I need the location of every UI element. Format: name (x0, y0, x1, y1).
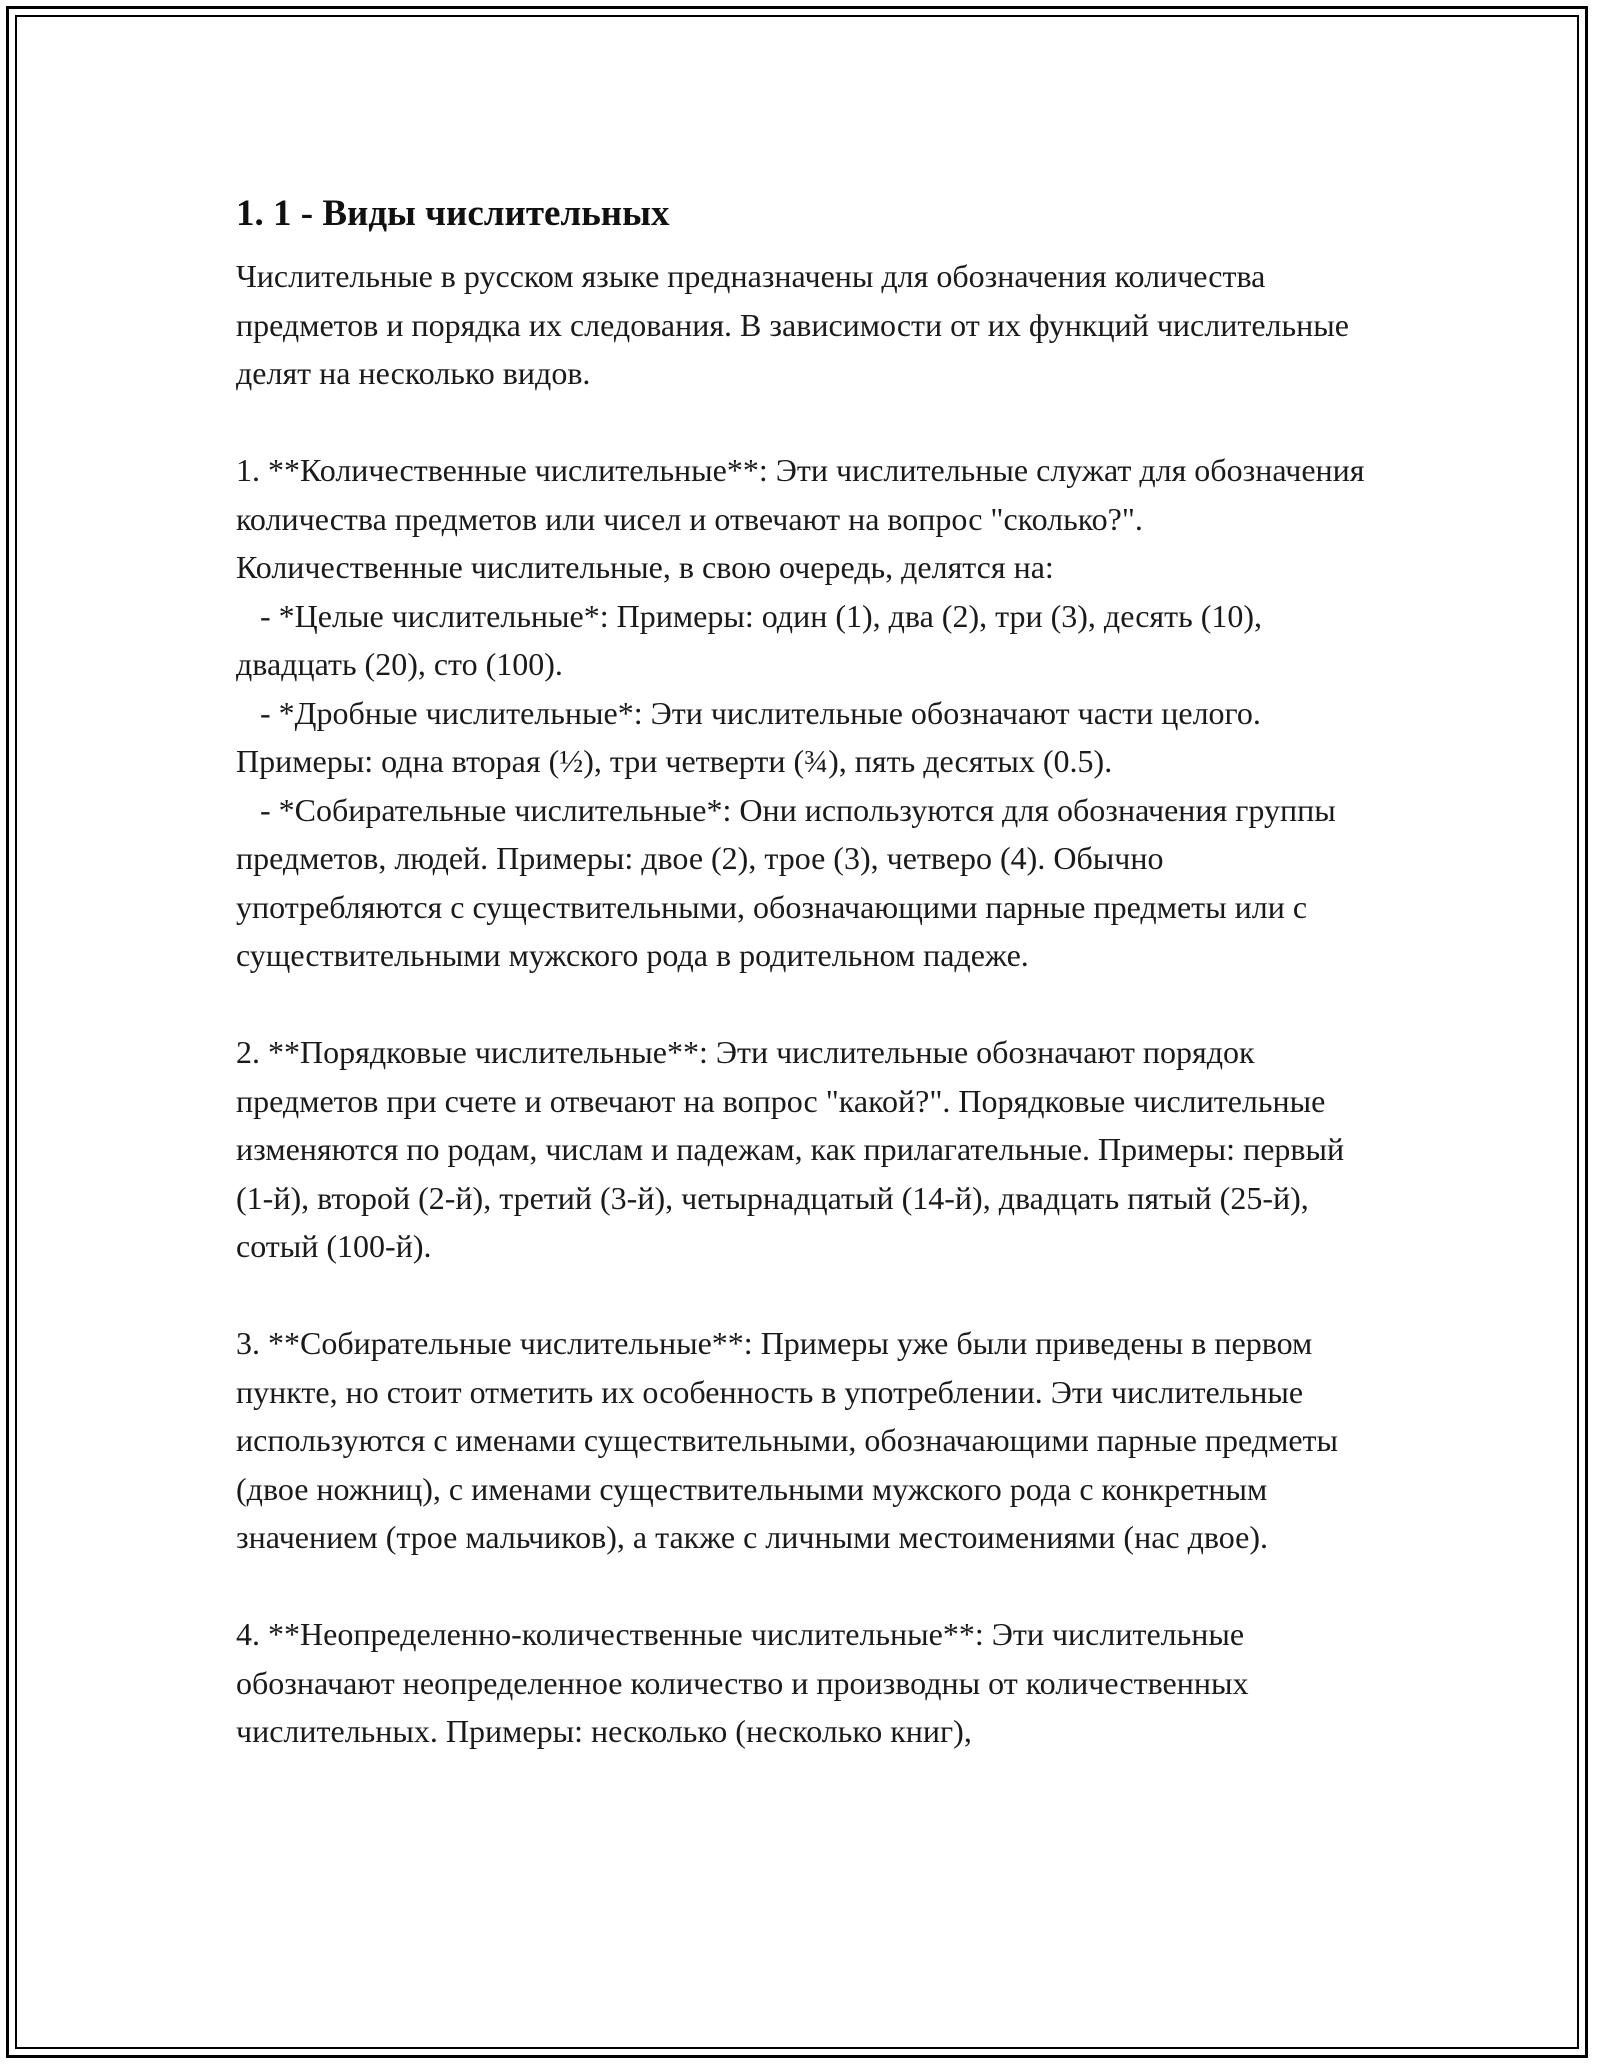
sub-item-collective: - *Собирательные числительные*: Они используются для обозначения группы предметов, людей. Примеры: двое (2), трое (3), четверо (4). Обычно употребляются с существительными, обозначающими парные предметы или с существительными мужского рода в родительном падеже. (236, 791, 1344, 973)
sub-item-whole: - *Целые числительные*: Примеры: один (1), два (2), три (3), десять (10), двадцать (20), сто (100). (236, 597, 1271, 682)
list-item-indefinite: 4. **Неопределенно-количественные числительные**: Эти числительные обозначают неопределенное количество и производны от количественных числительных. Примеры: несколько (несколько книг), (236, 1616, 1257, 1749)
paragraph-gap (236, 1562, 1376, 1611)
list-item-ordinal: 2. **Порядковые числительные**: Эти числительные обозначают порядок предметов при счете и отвечают на вопрос "какой?". Порядковые числительные изменяются по родам, числам и падежам, как прилагательные. Примеры: первый (1-й), второй (2-й), третий (3-й), четырнадцатый (14-й), двадцать пятый (25-й), сотый (100-й). (236, 1034, 1353, 1264)
document-body (236, 184, 1376, 1756)
intro-paragraph: Числительные в русском языке предназначены для обозначения количества предметов и порядка их следования. В зависимости от их функций числительные делят на несколько видов. (236, 258, 1357, 391)
section-heading: 1. 1 - Виды числительных (236, 193, 670, 234)
list-item-cardinal (236, 446, 1376, 980)
paragraph-gap (236, 398, 1376, 447)
list-item-collective: 3. **Собирательные числительные**: Примеры уже были приведены в первом пункте, но стоит отметить их особенность в употреблении. Эти числительные используются с именами существительными, обозначающими парные предметы (двое ножниц), с именами существительными мужского рода с конкретным значением (трое мальчиков), а также с личными местоимениями (нас двое). (236, 1325, 1347, 1555)
list-item-cardinal-lead: 1. **Количественные числительные**: Эти числительные служат для обозначения количества предметов или чисел и отвечают на вопрос "сколько?". Количественные числительные, в свою очередь, делятся на: (236, 452, 1373, 585)
sub-item-fractional: - *Дробные числительные*: Эти числительные обозначают части целого. Примеры: одна вторая (½), три четверти (¾), пять десятых (0.5). (236, 694, 1269, 779)
paragraph-gap (236, 1271, 1376, 1320)
paragraph-gap (236, 980, 1376, 1029)
